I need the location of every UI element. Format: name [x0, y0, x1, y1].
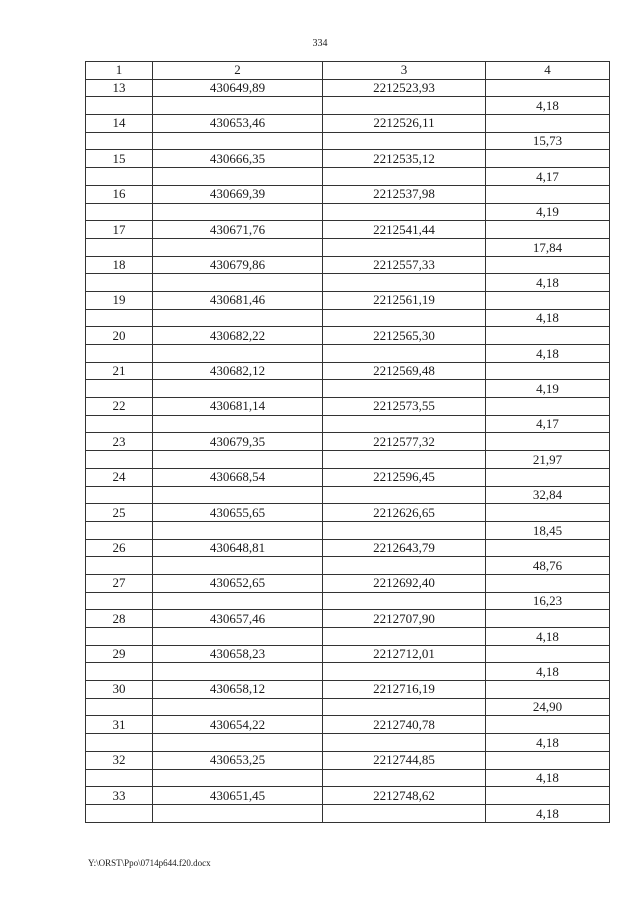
empty-cell	[323, 380, 486, 398]
point-number-cell: 31	[86, 716, 153, 734]
table-row	[86, 787, 610, 805]
point-number-cell: 26	[86, 539, 153, 557]
segment-row	[86, 769, 610, 787]
header-cell-4: 4	[486, 62, 610, 80]
segment-row	[86, 238, 610, 256]
segment-row	[86, 734, 610, 752]
empty-cell	[323, 663, 486, 681]
empty-cell	[153, 804, 323, 822]
table-row	[86, 539, 610, 557]
point-number-cell: 25	[86, 504, 153, 522]
y-coordinate-cell: 2212569,48	[323, 362, 486, 380]
empty-cell	[323, 203, 486, 221]
y-coordinate-cell: 2212541,44	[323, 221, 486, 239]
empty-cell	[153, 451, 323, 469]
empty-cell	[323, 309, 486, 327]
empty-cell	[86, 628, 153, 646]
x-coordinate-cell: 430657,46	[153, 610, 323, 628]
segment-length-cell: 4,19	[486, 203, 610, 221]
empty-cell	[323, 486, 486, 504]
empty-cell	[486, 433, 610, 451]
table-row	[86, 716, 610, 734]
empty-cell	[323, 628, 486, 646]
point-number-cell: 32	[86, 751, 153, 769]
y-coordinate-cell: 2212565,30	[323, 327, 486, 345]
x-coordinate-cell: 430653,46	[153, 115, 323, 133]
table-row	[86, 433, 610, 451]
segment-length-cell: 17,84	[486, 238, 610, 256]
segment-length-cell: 4,17	[486, 415, 610, 433]
empty-cell	[153, 557, 323, 575]
coordinates-table	[85, 61, 610, 823]
point-number-cell: 19	[86, 291, 153, 309]
y-coordinate-cell: 2212557,33	[323, 256, 486, 274]
y-coordinate-cell: 2212537,98	[323, 185, 486, 203]
segment-length-cell: 4,19	[486, 380, 610, 398]
empty-cell	[486, 185, 610, 203]
empty-cell	[323, 592, 486, 610]
table-row	[86, 362, 610, 380]
point-number-cell: 24	[86, 468, 153, 486]
empty-cell	[86, 663, 153, 681]
y-coordinate-cell: 2212596,45	[323, 468, 486, 486]
empty-cell	[486, 468, 610, 486]
y-coordinate-cell: 2212561,19	[323, 291, 486, 309]
empty-cell	[86, 97, 153, 115]
x-coordinate-cell: 430682,12	[153, 362, 323, 380]
point-number-cell: 13	[86, 79, 153, 97]
y-coordinate-cell: 2212626,65	[323, 504, 486, 522]
empty-cell	[486, 539, 610, 557]
empty-cell	[153, 380, 323, 398]
empty-cell	[153, 309, 323, 327]
empty-cell	[86, 804, 153, 822]
page-number: 334	[312, 38, 328, 49]
segment-length-cell: 4,18	[486, 345, 610, 363]
point-number-cell: 17	[86, 221, 153, 239]
y-coordinate-cell: 2212643,79	[323, 539, 486, 557]
y-coordinate-cell: 2212744,85	[323, 751, 486, 769]
empty-cell	[86, 203, 153, 221]
empty-cell	[486, 150, 610, 168]
empty-cell	[486, 504, 610, 522]
table-row	[86, 79, 610, 97]
empty-cell	[486, 115, 610, 133]
empty-cell	[153, 168, 323, 186]
empty-cell	[323, 132, 486, 150]
empty-cell	[486, 645, 610, 663]
empty-cell	[153, 238, 323, 256]
y-coordinate-cell: 2212707,90	[323, 610, 486, 628]
x-coordinate-cell: 430652,65	[153, 574, 323, 592]
empty-cell	[153, 734, 323, 752]
empty-cell	[486, 681, 610, 699]
empty-cell	[323, 97, 486, 115]
x-coordinate-cell: 430648,81	[153, 539, 323, 557]
segment-length-cell: 15,73	[486, 132, 610, 150]
empty-cell	[486, 751, 610, 769]
segment-length-cell: 16,23	[486, 592, 610, 610]
y-coordinate-cell: 2212523,93	[323, 79, 486, 97]
segment-row	[86, 380, 610, 398]
empty-cell	[86, 380, 153, 398]
table-row	[86, 645, 610, 663]
table-row	[86, 681, 610, 699]
segment-row	[86, 804, 610, 822]
empty-cell	[153, 415, 323, 433]
table-row	[86, 504, 610, 522]
table-row	[86, 327, 610, 345]
empty-cell	[323, 415, 486, 433]
x-coordinate-cell: 430653,25	[153, 751, 323, 769]
x-coordinate-cell: 430666,35	[153, 150, 323, 168]
segment-row	[86, 521, 610, 539]
table-row	[86, 221, 610, 239]
segment-row	[86, 698, 610, 716]
empty-cell	[153, 97, 323, 115]
table-row	[86, 150, 610, 168]
empty-cell	[486, 256, 610, 274]
y-coordinate-cell: 2212712,01	[323, 645, 486, 663]
point-number-cell: 14	[86, 115, 153, 133]
point-number-cell: 16	[86, 185, 153, 203]
y-coordinate-cell: 2212535,12	[323, 150, 486, 168]
empty-cell	[323, 521, 486, 539]
x-coordinate-cell: 430681,14	[153, 398, 323, 416]
point-number-cell: 20	[86, 327, 153, 345]
point-number-cell: 22	[86, 398, 153, 416]
segment-length-cell: 24,90	[486, 698, 610, 716]
segment-length-cell: 4,18	[486, 274, 610, 292]
x-coordinate-cell: 430651,45	[153, 787, 323, 805]
empty-cell	[323, 451, 486, 469]
empty-cell	[486, 362, 610, 380]
x-coordinate-cell: 430658,23	[153, 645, 323, 663]
empty-cell	[486, 291, 610, 309]
empty-cell	[323, 734, 486, 752]
empty-cell	[86, 592, 153, 610]
footer-file-path: Y:\ORST\Ppo\0714p644.f20.docx	[88, 858, 211, 868]
segment-length-cell: 18,45	[486, 521, 610, 539]
y-coordinate-cell: 2212740,78	[323, 716, 486, 734]
empty-cell	[486, 398, 610, 416]
empty-cell	[153, 663, 323, 681]
point-number-cell: 21	[86, 362, 153, 380]
point-number-cell: 33	[86, 787, 153, 805]
segment-row	[86, 557, 610, 575]
point-number-cell: 30	[86, 681, 153, 699]
segment-length-cell: 4,17	[486, 168, 610, 186]
segment-row	[86, 592, 610, 610]
empty-cell	[86, 345, 153, 363]
empty-cell	[153, 628, 323, 646]
y-coordinate-cell: 2212692,40	[323, 574, 486, 592]
empty-cell	[86, 486, 153, 504]
x-coordinate-cell: 430668,54	[153, 468, 323, 486]
table-row	[86, 115, 610, 133]
empty-cell	[153, 345, 323, 363]
empty-cell	[153, 698, 323, 716]
x-coordinate-cell: 430669,39	[153, 185, 323, 203]
segment-row	[86, 309, 610, 327]
point-number-cell: 28	[86, 610, 153, 628]
segment-row	[86, 628, 610, 646]
empty-cell	[153, 486, 323, 504]
segment-row	[86, 345, 610, 363]
empty-cell	[86, 734, 153, 752]
empty-cell	[323, 557, 486, 575]
point-number-cell: 18	[86, 256, 153, 274]
empty-cell	[323, 769, 486, 787]
x-coordinate-cell: 430679,35	[153, 433, 323, 451]
empty-cell	[486, 79, 610, 97]
table-row	[86, 398, 610, 416]
empty-cell	[323, 274, 486, 292]
empty-cell	[153, 521, 323, 539]
empty-cell	[153, 592, 323, 610]
segment-length-cell: 21,97	[486, 451, 610, 469]
point-number-cell: 15	[86, 150, 153, 168]
point-number-cell: 23	[86, 433, 153, 451]
table-row	[86, 185, 610, 203]
empty-cell	[486, 610, 610, 628]
empty-cell	[86, 769, 153, 787]
y-coordinate-cell: 2212748,62	[323, 787, 486, 805]
segment-length-cell: 4,18	[486, 734, 610, 752]
segment-row	[86, 168, 610, 186]
empty-cell	[153, 203, 323, 221]
empty-cell	[486, 221, 610, 239]
x-coordinate-cell: 430679,86	[153, 256, 323, 274]
segment-length-cell: 4,18	[486, 628, 610, 646]
segment-row	[86, 486, 610, 504]
segment-length-cell: 4,18	[486, 97, 610, 115]
y-coordinate-cell: 2212526,11	[323, 115, 486, 133]
segment-row	[86, 132, 610, 150]
segment-row	[86, 274, 610, 292]
table-body	[86, 79, 610, 822]
empty-cell	[86, 557, 153, 575]
empty-cell	[86, 451, 153, 469]
empty-cell	[86, 698, 153, 716]
empty-cell	[323, 698, 486, 716]
empty-cell	[86, 168, 153, 186]
segment-length-cell: 32,84	[486, 486, 610, 504]
empty-cell	[323, 804, 486, 822]
x-coordinate-cell: 430654,22	[153, 716, 323, 734]
header-row	[86, 62, 610, 80]
segment-row	[86, 97, 610, 115]
segment-length-cell: 4,18	[486, 663, 610, 681]
empty-cell	[323, 345, 486, 363]
y-coordinate-cell: 2212577,32	[323, 433, 486, 451]
header-cell-3: 3	[323, 62, 486, 80]
point-number-cell: 29	[86, 645, 153, 663]
table-row	[86, 751, 610, 769]
segment-length-cell: 4,18	[486, 804, 610, 822]
segment-length-cell: 4,18	[486, 309, 610, 327]
table-row	[86, 291, 610, 309]
point-number-cell: 27	[86, 574, 153, 592]
empty-cell	[153, 132, 323, 150]
x-coordinate-cell: 430655,65	[153, 504, 323, 522]
table-row	[86, 256, 610, 274]
x-coordinate-cell: 430671,76	[153, 221, 323, 239]
empty-cell	[153, 274, 323, 292]
y-coordinate-cell: 2212716,19	[323, 681, 486, 699]
x-coordinate-cell: 430681,46	[153, 291, 323, 309]
header-cell-1: 1	[86, 62, 153, 80]
x-coordinate-cell: 430658,12	[153, 681, 323, 699]
segment-length-cell: 48,76	[486, 557, 610, 575]
segment-row	[86, 415, 610, 433]
empty-cell	[323, 168, 486, 186]
header-cell-2: 2	[153, 62, 323, 80]
empty-cell	[86, 415, 153, 433]
table-row	[86, 610, 610, 628]
empty-cell	[86, 521, 153, 539]
segment-row	[86, 451, 610, 469]
segment-length-cell: 4,18	[486, 769, 610, 787]
segment-row	[86, 663, 610, 681]
table-row	[86, 574, 610, 592]
empty-cell	[486, 574, 610, 592]
x-coordinate-cell: 430649,89	[153, 79, 323, 97]
empty-cell	[323, 238, 486, 256]
x-coordinate-cell: 430682,22	[153, 327, 323, 345]
table-header	[86, 62, 610, 80]
empty-cell	[86, 238, 153, 256]
empty-cell	[86, 309, 153, 327]
segment-row	[86, 203, 610, 221]
y-coordinate-cell: 2212573,55	[323, 398, 486, 416]
empty-cell	[486, 327, 610, 345]
empty-cell	[86, 132, 153, 150]
empty-cell	[153, 769, 323, 787]
empty-cell	[486, 716, 610, 734]
table-row	[86, 468, 610, 486]
empty-cell	[486, 787, 610, 805]
empty-cell	[86, 274, 153, 292]
